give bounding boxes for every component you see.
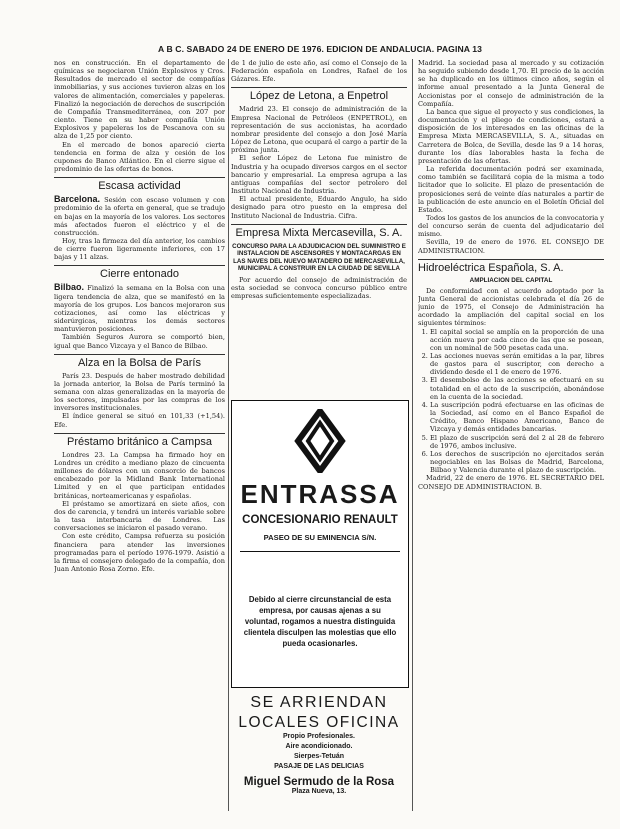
notice-caps: CONCURSO PARA LA ADJUDICACION DEL SUMINISTRO E INSTALACION DE ASCENSORES Y MONTACARGAS EN LAS NAVES DEL NUEVO MATADERO DE MERCASEVILLA, MUNICIPAL A CONSTRUIR EN LA CIUDAD DE SEVILLA — [232, 242, 406, 273]
advert-line-1: CONCESIONARIO RENAULT — [242, 514, 398, 526]
article-text: El préstamo se amortizará en siete años, con dos de carencia, y tendrá un interés variable sobre la tasa interbancaria de Londres. Las conversaciones se iniciaron el pasado verano. — [54, 499, 225, 533]
rental-detail: Propio Profesionales. — [283, 733, 355, 740]
renault-diamond-logo — [284, 409, 356, 473]
page-header: A B C. SABADO 24 DE ENERO DE 1976. EDICION DE ANDALUCIA. PAGINA 13 — [158, 44, 482, 54]
article-text: Por acuerdo del consejo de administración de esta sociedad se convoca concurso público entre empresas suficientemente especializadas. — [231, 276, 407, 301]
list-item: 4. La suscripción podrá efectuarse en las oficinas de la Sociedad, así como en el Banco Español de Crédito, Banco Hispano Americano, Banco de Vizcaya y demás entidades bancarias. — [430, 401, 604, 434]
advert-divider — [240, 551, 400, 552]
rental-detail: Sierpes-Tetuán — [293, 753, 345, 760]
terms-list — [418, 328, 604, 475]
article-text: En el mercado de bonos apareció cierta tendencia en forma de alza y cesión de los cupones de Banco Atlántico. En el cierre sigue el predominio de las ofertas de bonos. — [54, 140, 225, 174]
article-text: Londres 23. La Campsa ha firmado hoy en Londres un crédito a mediano plazo de cincuenta millones de dólares con un consorcio de bancos encabezado por la Midland Bank International Limited y en el que participan entidades británicas, norteamericanas y españolas. — [54, 450, 225, 500]
article-text: Todos los gastos de los anuncios de la convocatoria y del concurso serán de cuenta del adjudicatario del mismo. — [418, 213, 604, 239]
column-divider — [412, 59, 413, 811]
rental-subheadline: LOCALES OFICINA — [238, 714, 400, 731]
rental-advert — [231, 692, 407, 811]
dateline: Barcelona. — [54, 194, 101, 205]
headline-cierre-entonado: Cierre entonado — [54, 265, 225, 281]
article-text: Finalizó la semana en la Bolsa con una ligera tendencia de alza, que se manifestó en la mayoría de los grupos. Los bancos mejoraron sus cotizaciones, así como las eléctricas y siderúrgicas, mientras los demás sectores mantuvieron posiciones. — [54, 284, 225, 334]
rental-address: Plaza Nueva, 13. — [291, 788, 347, 795]
article-text: Madrid 23. El consejo de administración de la Empresa Nacional de Petróleos (ENPETROL), en representación de sus accionistas, ha acordado nombrar presidente del consejo a don José María López de Letona, que ocupará el cargo a partir de la próxima junta. — [231, 105, 407, 155]
dateline: Bilbao. — [54, 282, 85, 293]
article-text: nos en construcción. En el departamento de químicas se negociaron Unión Explosivos y Cros. Resultados de mercado el sector de compañías inmobiliarias, y sus acciones tuvieron alzas en los valores de alimentación, comerciales y papeleras. Finalizó la negociación de derechos de suscripción de Compañía Transmediterránea, con 207 por ciento. Tiene en su haber compañía Unión Explosivos y papeleras los de Pescanova con su alza de 1,25 por ciento. — [54, 59, 225, 141]
article-text: Sevilla, 19 de enero de 1976. EL CONSEJO DE ADMINISTRACION. — [418, 238, 604, 255]
article-signature: Madrid, 22 de enero de 1976. EL SECRETARIO DEL CONSEJO DE ADMINISTRACION. B. — [418, 474, 604, 491]
article-text: París 23. Después de haber mostrado debilidad la jornada anterior, la Bolsa de París terminó la semana con alzas generalizadas en la mayoría de los sectores, impulsadas por las compras de los inversores institucionales. — [54, 371, 225, 413]
rental-detail: Aire acondicionado. — [285, 743, 353, 750]
advert-note: Debido al cierre circunstancial de esta empresa, por causas ajenas a su voluntad, rogamos a nuestra distinguida clientela disculpen las molestias que ello pueda ocasionarles. — [243, 595, 397, 648]
article-text: El actual presidente, Eduardo Angulo, ha sido designado para otro puesto en la empresa del Instituto Nacional de Industria. Cifra. — [231, 195, 407, 220]
article-text: De conformidad con el acuerdo adoptado por la Junta General de accionistas celebrada el día 26 de junio de 1975, el Consejo de Administración ha acordado la ampliación del capital social en los siguientes términos: — [418, 286, 604, 328]
advert-line-2: PASEO DE SU EMINENCIA S/N. — [263, 533, 377, 542]
article-text: También Seguros Aurora se comportó bien, igual que Banco Vizcaya y el Banco de Bilbao. — [54, 333, 225, 350]
headline-alza-paris: Alza en la Bolsa de París — [54, 354, 225, 370]
article-text: Madrid. La sociedad pasa al mercado y su cotización ha seguido subiendo desde 1,70. El precio de la acción se ha duplicado en los últimos cinco años, según el informe anual presentado a la Junta General de Accionistas por el consejo de administración de la Compañía. — [418, 59, 604, 108]
rental-headline: SE ARRIENDAN — [250, 694, 388, 711]
article-text: El señor López de Letona fue ministro de Industria y ha ocupado diversos cargos en el sector bancario y empresarial. La empresa agrupa a las antiguas compañías del sector petrolero del Instituto Nacional de Industria. — [231, 154, 407, 196]
list-item: 1. El capital social se amplía en la proporción de una acción nueva por cada cinco de las que se posean, con un nominal de 500 pesetas cada una. — [430, 328, 604, 352]
article-text: Sesión con escaso volumen y con predominio de la oferta en general, que se tradujo en bajas en la mayoría de los valores. Los sectores más afectados fueron el eléctrico y el de construcción. — [54, 196, 225, 237]
headline-escasa-actividad: Escasa actividad — [54, 177, 225, 193]
column-2 — [231, 59, 407, 395]
article-text: Hoy, tras la firmeza del día anterior, los cambios de cierre fueron ligeramente inferiores, con 17 bajas y 11 alzas. — [54, 236, 225, 262]
headline-mercasevilla: Empresa Mixta Mercasevilla, S. A. — [231, 224, 407, 240]
article-text: La banca que sigue el proyecto y sus condiciones, la documentación y el pliego de condiciones, estará a disposición de los interesados en las oficinas de la Empresa Mixta MERCASEVILLA, S. A., situadas en Carretera de Bolca, de Sevilla, desde las 9 a 14 horas, durante los días laborables hasta la fecha de presentación de las ofertas. — [418, 107, 604, 165]
article-text: Con este crédito, Campsa refuerza su posición financiera para atender las inversiones programadas para el período 1976-1979. Asistió a la firma el consejero delegado de la compañía, don Juan Antonio Rosa Zorno. Efe. — [54, 532, 225, 573]
column-divider — [228, 59, 229, 811]
list-item: 6. Los derechos de suscripción no ejercitados serán negociables en las Bolsas de Madrid, Barcelona, Bilbao y Valencia durante el plazo de suscripción. — [430, 450, 604, 474]
entrassa-advert — [231, 400, 409, 688]
list-item: 5. El plazo de suscripción será del 2 al 28 de febrero de 1976, ambos inclusive. — [430, 434, 604, 450]
headline-hidroelectrica: Hidroeléctrica Española, S. A. — [418, 259, 604, 275]
article-text: El índice general se situó en 101,33 (+1,54). Efe. — [54, 412, 225, 429]
headline-lopez-letona: López de Letona, a Enpetrol — [231, 87, 407, 103]
list-item: 3. El desembolso de las acciones se efectuará en su totalidad en el acto de la suscripción, abonándose en la cuenta de la sociedad. — [430, 376, 604, 400]
rental-detail: PASAJE DE LAS DELICIAS — [274, 763, 364, 770]
rental-contact-name: Miguel Sermudo de la Rosa — [243, 776, 395, 788]
advert-brand: ENTRASSA — [240, 479, 400, 509]
column-3 — [418, 59, 604, 811]
list-item: 2. Las acciones nuevas serán emitidas a la par, libres de gastos para el suscriptor, con derecho a dividendo desde el 1 de enero de 1976. — [430, 352, 604, 376]
headline-prestamo-campsa: Préstamo británico a Campsa — [54, 433, 225, 449]
column-1 — [54, 59, 225, 811]
subheadline: AMPLIACION DEL CAPITAL — [469, 276, 553, 284]
article-text: La referida documentación podrá ser examinada, como también se facilitará copia de la misma a todo licitador que lo solicite. El plazo de presentación de proposiciones será de veinte días naturales a partir de la publicación de este anuncio en el Boletín Oficial del Estado. — [418, 165, 604, 214]
article-text: de 1 de julio de este año, así como el Consejo de la Federación española en Londres, Rafael de los Gázares. Efe. — [231, 59, 407, 84]
